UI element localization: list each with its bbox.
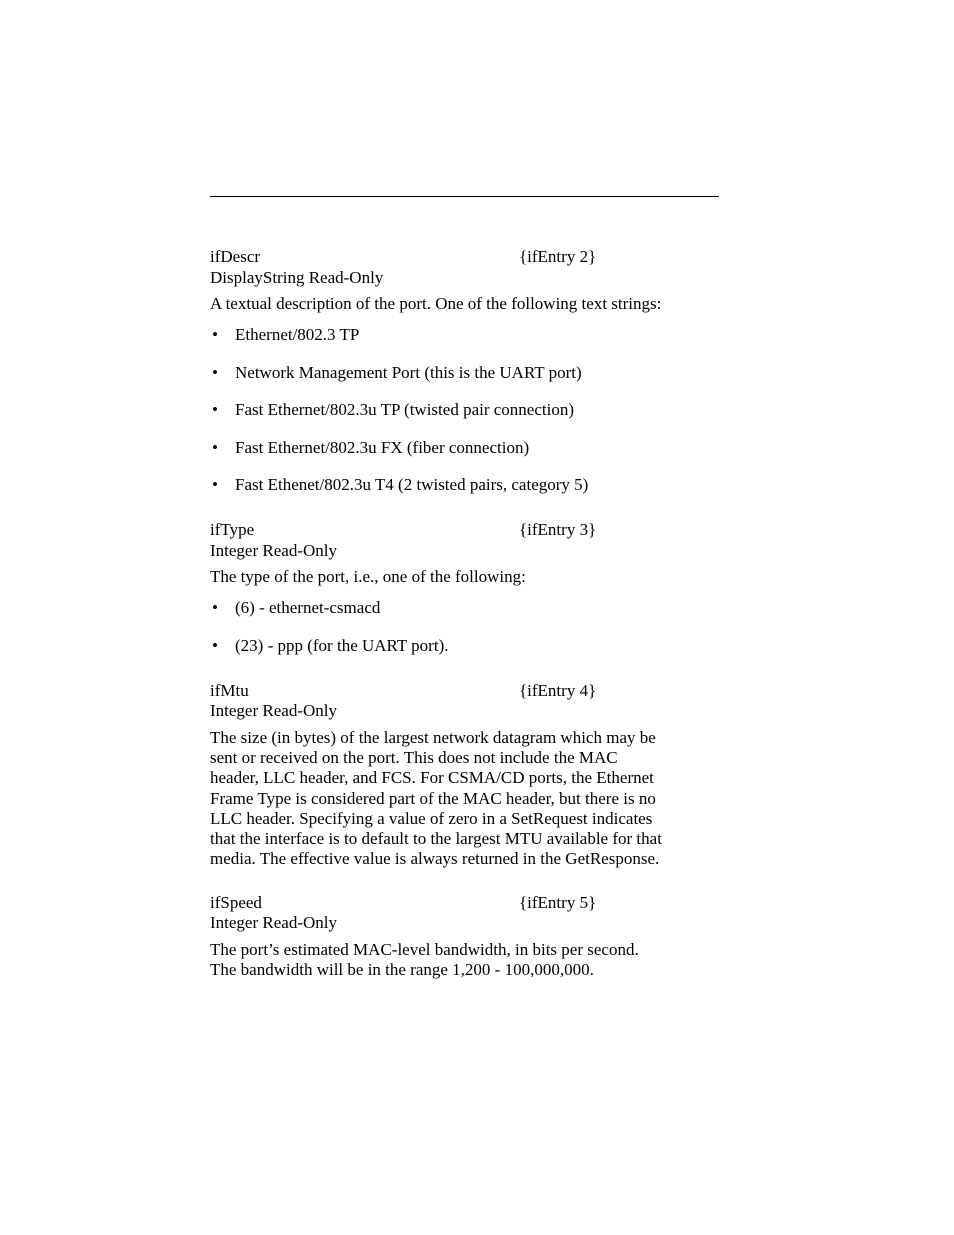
description: A textual description of the port. One of the following text strings: <box>210 294 662 313</box>
bullet-icon: • <box>212 438 218 457</box>
list-item <box>210 474 719 495</box>
object-name: ifDescr <box>210 247 261 266</box>
list-item-text: (23) - ppp (for the UART port). <box>235 636 449 655</box>
bullet-icon: • <box>212 400 218 419</box>
description: The port’s estimated MAC-level bandwidth, in bits per second. The bandwidth will be in the range 1,200 - 100,000,000. <box>210 940 639 980</box>
list-item <box>210 362 719 383</box>
type-line: DisplayString Read-Only <box>210 268 384 287</box>
section-header-iftype <box>210 519 719 540</box>
bullet-icon: • <box>212 325 218 344</box>
list-item-text: (6) - ethernet-csmacd <box>235 598 381 617</box>
object-entry: {ifEntry 4} <box>519 681 597 700</box>
description: The type of the port, i.e., one of the following: <box>210 567 526 586</box>
bullet-icon: • <box>212 598 218 617</box>
object-entry: {ifEntry 3} <box>519 520 597 539</box>
list-item <box>210 324 719 345</box>
list-item <box>210 437 719 458</box>
bullet-icon: • <box>212 363 218 382</box>
object-name: ifMtu <box>210 681 249 700</box>
list-item-text: Fast Ethernet/802.3u FX (fiber connection) <box>235 438 530 457</box>
type-line: Integer Read-Only <box>210 701 337 720</box>
section-header-ifspeed <box>210 892 719 913</box>
bullet-icon: • <box>212 636 218 655</box>
object-name: ifType <box>210 520 255 539</box>
type-line: Integer Read-Only <box>210 913 337 932</box>
type-line: Integer Read-Only <box>210 541 337 560</box>
description: The size (in bytes) of the largest network datagram which may be sent or received on the port. This does not include the MAC header, LLC header, and FCS. For CSMA/CD ports, the Ethernet Frame Type is considered part of the MAC header, but there is no LLC header. Specifying a value of zero in a SetRequest indicates that the interface is to default to the largest MTU available for that media. The effective value is always returned in the GetResponse. <box>210 728 662 869</box>
list-item <box>210 597 719 618</box>
section-header-ifmtu <box>210 680 719 701</box>
object-entry: {ifEntry 2} <box>519 247 597 266</box>
list-item-text: Network Management Port (this is the UART port) <box>235 363 582 382</box>
object-entry: {ifEntry 5} <box>519 893 597 912</box>
object-name: ifSpeed <box>210 893 262 912</box>
list-item <box>210 635 719 656</box>
header-rule <box>210 196 719 197</box>
list-item <box>210 399 719 420</box>
list-item-text: Ethernet/802.3 TP <box>235 325 360 344</box>
list-item-text: Fast Ethenet/802.3u T4 (2 twisted pairs, category 5) <box>235 475 589 494</box>
bullet-icon: • <box>212 475 218 494</box>
list-item-text: Fast Ethernet/802.3u TP (twisted pair connection) <box>235 400 574 419</box>
section-header-ifdescr <box>210 246 719 267</box>
